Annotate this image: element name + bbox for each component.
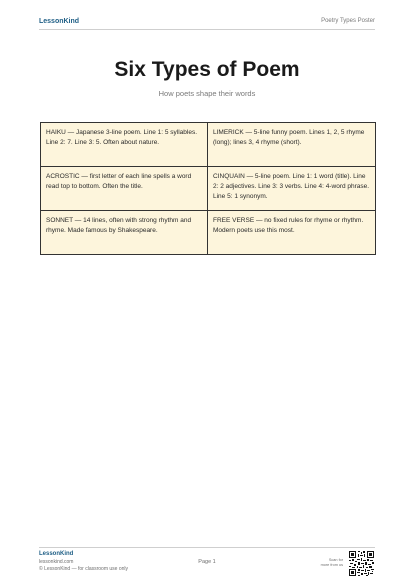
- poem-types-table: [40, 122, 376, 255]
- poem-type-cell-limerick: LIMERICK — 5-line funny poem. Lines 1, 2, 5 rhyme (long); lines 3, 4 rhyme (short).: [208, 123, 376, 167]
- page-subtitle: How poets shape their words: [158, 89, 256, 98]
- page-title: Six Types of Poem: [114, 58, 300, 81]
- footer-divider: [39, 547, 375, 548]
- footer-brand: LessonKind: [39, 551, 74, 557]
- header-doc-label: Poetry Types Poster: [321, 18, 375, 24]
- poem-type-cell-sonnet: SONNET — 14 lines, often with strong rhythm and rhyme. Made famous by Shakespeare.: [41, 211, 208, 255]
- poem-type-cell-acrostic: ACROSTIC — first letter of each line spells a word read top to bottom. Often the title.: [41, 167, 208, 211]
- page-header: [39, 14, 375, 28]
- qr-caption: [303, 558, 343, 568]
- poem-type-cell-free-verse: FREE VERSE — no fixed rules for rhyme or rhythm. Modern poets use this most.: [208, 211, 376, 255]
- poem-type-cell-cinquain: CINQUAIN — 5-line poem. Line 1: 1 word (title). Line 2: 2 adjectives. Line 3: 3 verbs. Line 4: 4-word phrase. Line 5: 1 synonym.: [208, 167, 376, 211]
- footer-copyright: © LessonKind — for classroom use only: [39, 566, 129, 572]
- page-number: Page 1: [198, 559, 216, 565]
- qr-caption-line-2: more from us: [320, 563, 343, 567]
- header-divider: [39, 29, 375, 30]
- poem-type-cell-haiku: HAIKU — Japanese 3-line poem. Line 1: 5 syllables. Line 2: 7. Line 3: 5. Often about nature.: [41, 123, 208, 167]
- header-brand: LessonKind: [39, 17, 80, 25]
- qr-caption-line-1: Scan for: [328, 558, 343, 562]
- footer-site-link[interactable]: lessonkind.com: [39, 559, 74, 565]
- qr-code-icon[interactable]: [349, 551, 374, 576]
